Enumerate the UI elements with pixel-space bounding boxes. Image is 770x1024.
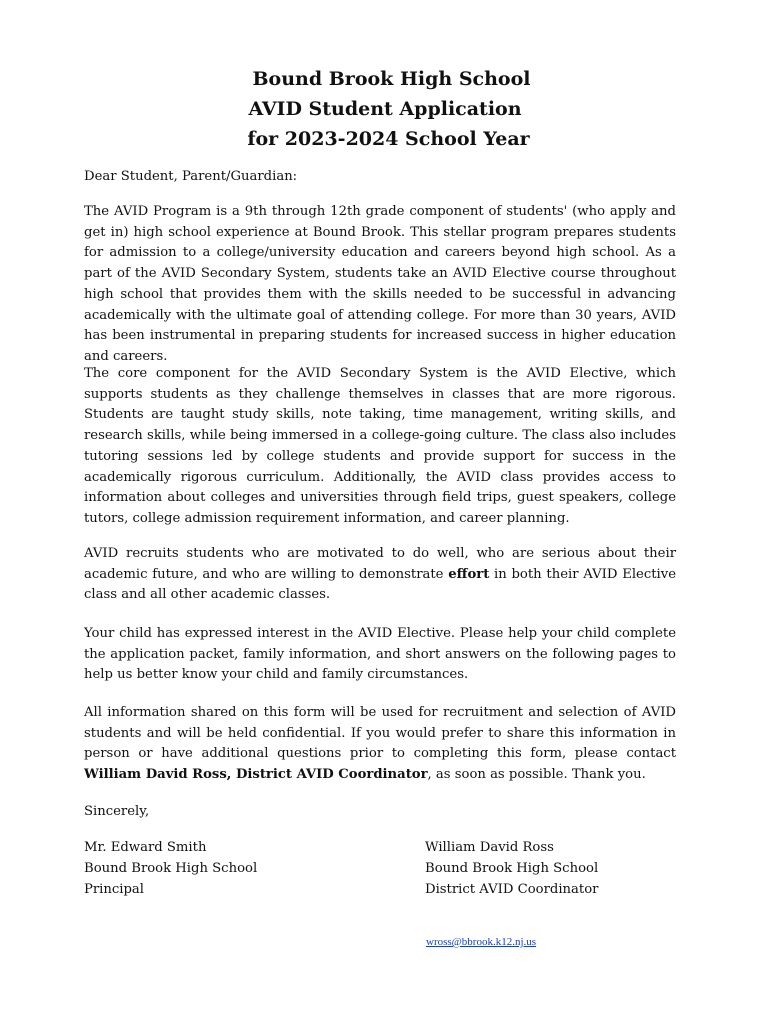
signature-block-principal	[84, 837, 257, 900]
coordinator-school: Bound Brook High School	[425, 861, 599, 876]
principal-title: Principal	[84, 882, 145, 897]
paragraph-program-overview: The AVID Program is a 9th through 12th grade component of students' (who apply and get in) high school experience at Bound Brook. This stellar program prepares students for admission to a college/university education and careers beyond high school. As a part of the AVID Secondary System, students take an AVID Elective course throughout high school that provides them with the skills needed to be successful in advancing academically with the ultimate goal of attending college. For more than 30 years, AVID has been instrumental in preparing students for increased success in higher education and careers.	[84, 204, 676, 364]
confidentiality-text-end: , as soon as possible. Thank you.	[427, 767, 646, 783]
principal-name: Mr. Edward Smith	[84, 840, 207, 855]
signature-block-coordinator	[425, 837, 598, 900]
coordinator-contact-emphasis: William David Ross, District AVID Coordinator	[84, 767, 428, 783]
paragraph-confidentiality	[84, 703, 676, 786]
principal-school: Bound Brook High School	[84, 861, 258, 876]
coordinator-name: William David Ross	[425, 840, 554, 855]
recruitment-text-start: AVID recruits students who are motivated to do well, who are serious about their academic future, and who are willing to demonstrate	[84, 546, 676, 582]
closing: Sincerely,	[84, 804, 150, 819]
recruitment-text-end: in both their AVID Elective class and all other academic classes.	[84, 566, 676, 603]
document-title	[0, 64, 770, 154]
coordinator-email-link[interactable]: wross@bbrook.k12.nj.us	[426, 936, 537, 948]
application-title-heading: AVID Student Application	[248, 98, 522, 120]
school-name-heading: Bound Brook High School	[252, 68, 531, 90]
paragraph-core-component: The core component for the AVID Secondary System is the AVID Elective, which supports students as they challenge themselves in classes that are more rigorous. Students are taught study skills, note taking, time management, writing skills, and research skills, while being immersed in a college-going culture. The class also includes tutoring sessions led by college students and provide support for success in the academically rigorous curriculum. Additionally, the AVID class provides access to information about colleges and universities through field trips, guest speakers, college tutors, college admission requirement information, and career planning.	[84, 366, 676, 526]
confidentiality-text-start: All information shared on this form will be used for recruitment and selection of AVID students and will be held confidential. If you would prefer to share this information in person or have additional questions prior to completing this form, please contact	[84, 705, 676, 762]
coordinator-title: District AVID Coordinator	[425, 882, 599, 897]
salutation: Dear Student, Parent/Guardian:	[84, 169, 298, 184]
school-year-heading: for 2023-2024 School Year	[247, 128, 530, 150]
paragraph-recruitment	[84, 544, 676, 606]
paragraph-application-request: Your child has expressed interest in the AVID Elective. Please help your child complete the application packet, family information, and short answers on the following pages to help us better know your child and family circumstances.	[84, 626, 676, 683]
effort-emphasis: effort	[448, 566, 490, 582]
